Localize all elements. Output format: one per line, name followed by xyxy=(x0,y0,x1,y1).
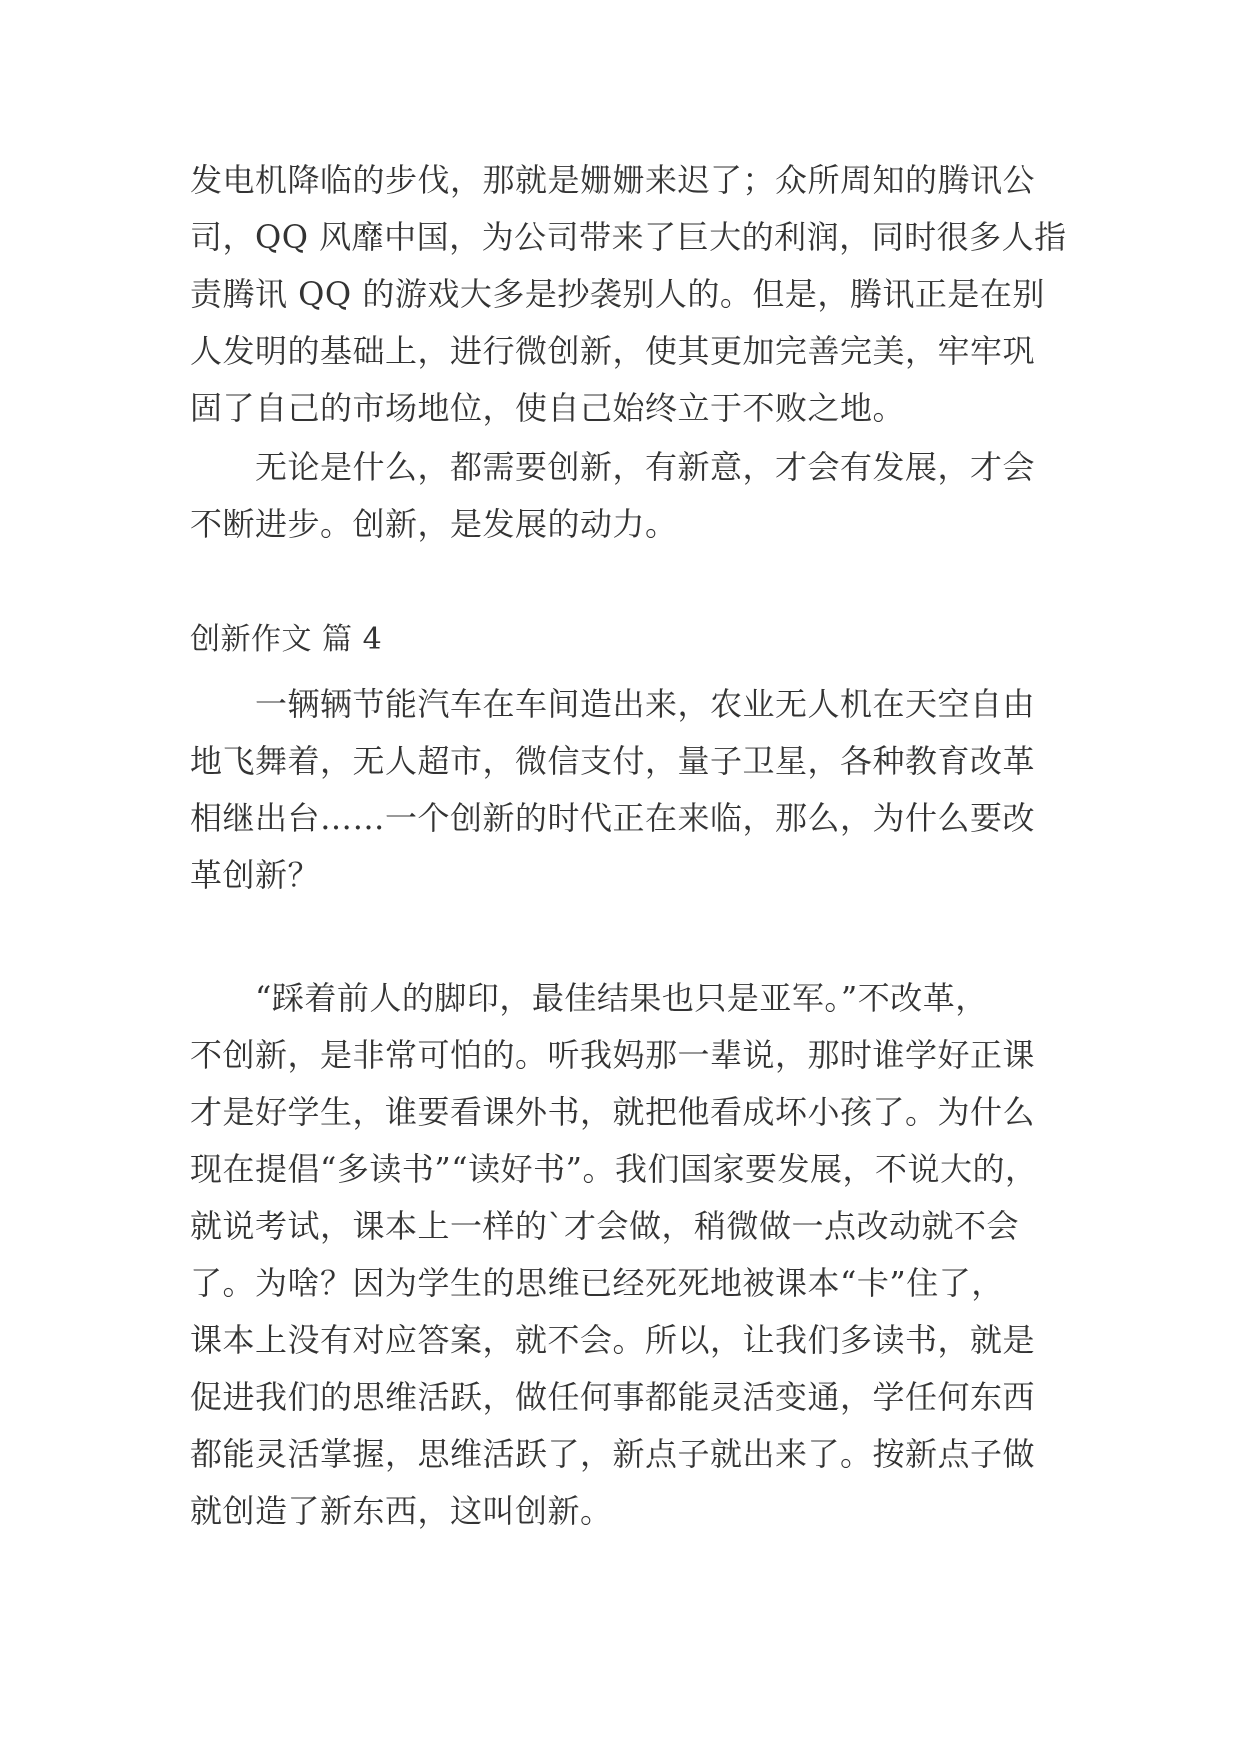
paragraph-line: 司，QQ 风靡中国，为公司带来了巨大的利润，同时很多人指 xyxy=(190,218,1067,256)
paragraph-line: 发电机降临的步伐，那就是姗姗来迟了；众所周知的腾讯公 xyxy=(190,161,1036,199)
paragraph-line: 了。为啥？因为学生的思维已经死死地被课本“卡”住了， xyxy=(190,1264,1004,1302)
paragraph-line: 课本上没有对应答案，就不会。所以，让我们多读书，就是 xyxy=(190,1321,1036,1359)
paragraph-line: 就创造了新东西，这叫创新。 xyxy=(190,1492,613,1530)
paragraph-line: 不断进步。创新，是发展的动力。 xyxy=(190,505,678,543)
paragraph-line: 促进我们的思维活跃，做任何事都能灵活变通，学任何东西 xyxy=(190,1378,1036,1416)
paragraph-line: 不创新，是非常可怕的。听我妈那一辈说，那时谁学好正课 xyxy=(190,1036,1036,1074)
paragraph-line: 一辆辆节能汽车在车间造出来，农业无人机在天空自由 xyxy=(190,685,1036,723)
paragraph-line: 就说考试，课本上一样的`才会做，稍微做一点改动就不会 xyxy=(190,1207,1020,1245)
paragraph-line: 无论是什么，都需要创新，有新意，才会有发展，才会 xyxy=(190,448,1036,486)
paragraph-line: 固了自己的市场地位，使自己始终立于不败之地。 xyxy=(190,389,906,427)
paragraph-line: “踩着前人的脚印，最佳结果也只是亚军。”不改革， xyxy=(190,979,988,1017)
paragraph-line: 现在提倡“多读书”“读好书”。我们国家要发展，不说大的， xyxy=(190,1150,1038,1188)
paragraph-line: 人发明的基础上，进行微创新，使其更加完善完美，牢牢巩 xyxy=(190,332,1036,370)
paragraph-line: 地飞舞着，无人超市，微信支付，量子卫星，各种教育改革 xyxy=(190,742,1036,780)
paragraph-line: 责腾讯 QQ 的游戏大多是抄袭别人的。但是，腾讯正是在别 xyxy=(190,275,1045,313)
paragraph-line: 都能灵活掌握，思维活跃了，新点子就出来了。按新点子做 xyxy=(190,1435,1036,1473)
paragraph-line: 革创新？ xyxy=(190,856,321,894)
paragraph-line: 才是好学生，谁要看课外书，就把他看成坏小孩了。为什么 xyxy=(190,1093,1036,1131)
paragraph-line: 相继出台……一个创新的时代正在来临，那么，为什么要改 xyxy=(190,799,1036,837)
section-heading: 创新作文 篇 4 xyxy=(190,622,383,657)
